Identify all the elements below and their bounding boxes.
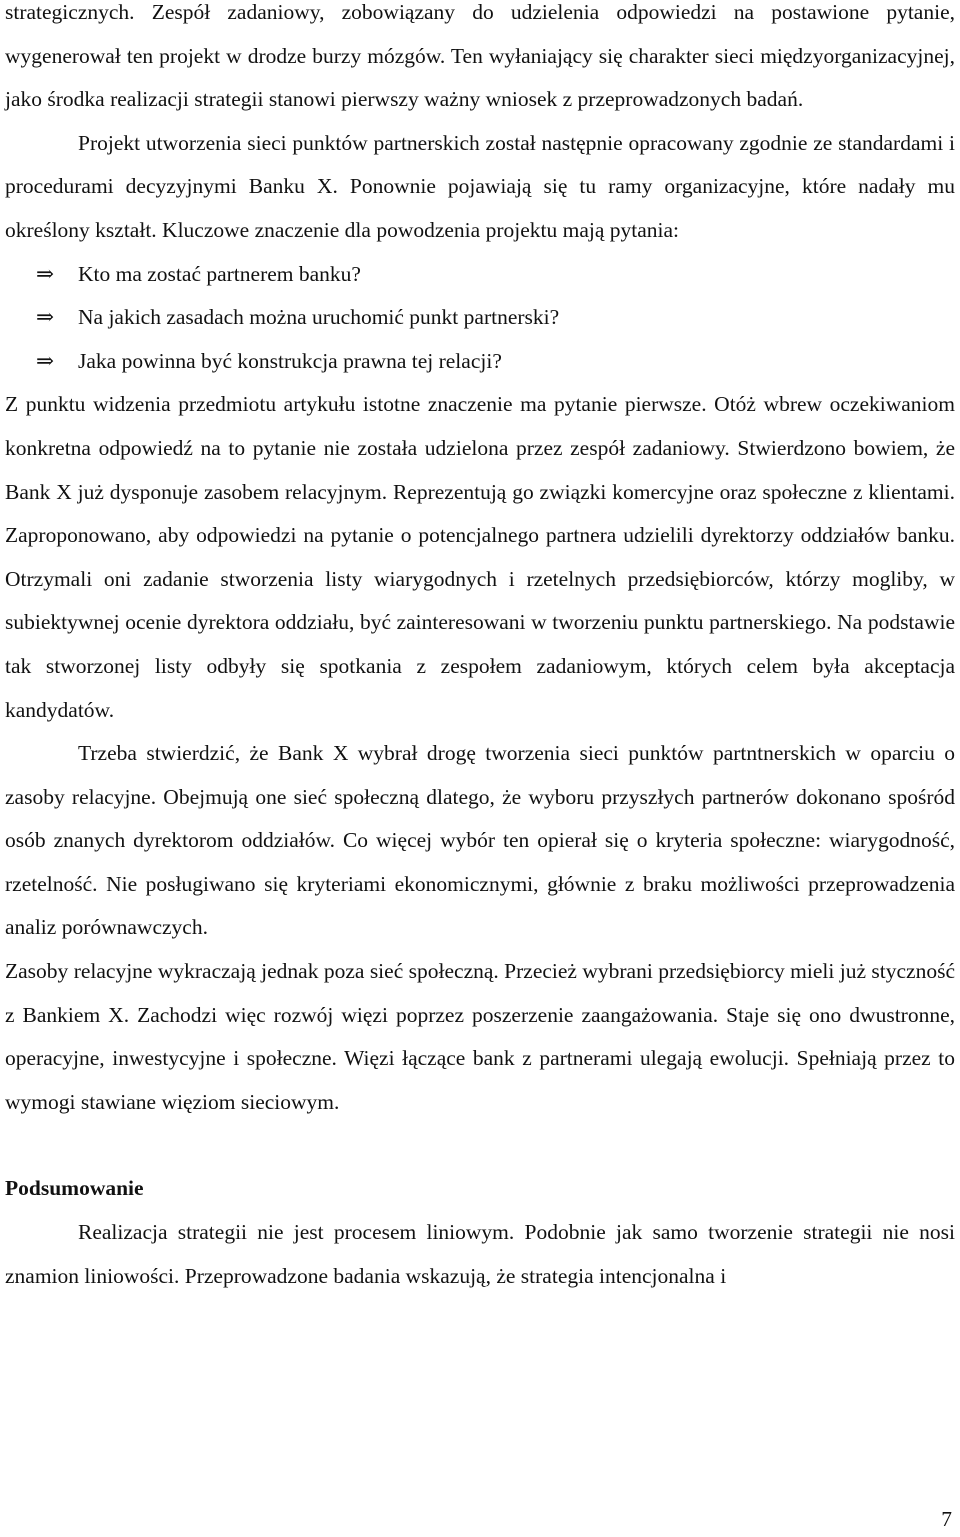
paragraph-project-network: Projekt utworzenia sieci punktów partnerskich został następnie opracowany zgodnie ze standardami i procedurami decyzyjnymi Banku X. Ponownie pojawiają się tu ramy organizacyjne, które nadały mu określony kształt. Kluczowe znaczenie dla powodzenia projektu mają pytania: bbox=[5, 130, 955, 242]
double-arrow-icon: ⇒ bbox=[36, 305, 55, 330]
list-item bbox=[5, 296, 955, 340]
list-item-text: Jaka powinna być konstrukcja prawna tej relacji? bbox=[78, 348, 502, 373]
double-arrow-icon: ⇒ bbox=[36, 348, 55, 373]
list-item-text: Kto ma zostać partnerem banku? bbox=[78, 261, 361, 286]
list-item bbox=[5, 253, 955, 297]
paragraph-summary: Realizacja strategii nie jest procesem liniowym. Podobnie jak samo tworzenie strategii nie nosi znamion liniowości. Przeprowadzone badania wskazują, że strategia intencjonalna i bbox=[5, 1220, 955, 1288]
section-heading: Podsumowanie bbox=[5, 1176, 144, 1201]
list-item-text: Na jakich zasadach można uruchomić punkt partnerski? bbox=[78, 305, 560, 330]
double-arrow-icon: ⇒ bbox=[36, 261, 55, 286]
paragraph-first-question: Z punktu widzenia przedmiotu artykułu istotne znaczenie ma pytanie pierwsze. Otóż wbrew oczekiwaniom konkretna odpowiedź na to pytanie nie została udzielona przez zespół zadaniowy. Stwierdzono bowiem, że Bank X już dysponuje zasobem relacyjnym. Reprezentują go związki komercyjne oraz społeczne z klientami. Zaproponowano, aby odpowiedzi na pytanie o potencjalnego partnera udzielili dyrektorzy oddziałów banku. Otrzymali oni zadanie stworzenia listy wiarygodnych i rzetelnych przedsiębiorców, którzy mogliby, w subiektywnej ocenie dyrektora oddziału, być zainteresowani w tworzeniu punktu partnerskiego. Na podstawie tak stworzonej listy odbyły się spotkania z zespołem zadaniowym, których celem była akceptacja kandydatów. bbox=[5, 392, 955, 722]
question-list bbox=[5, 253, 955, 384]
paragraph-social-network: Zasoby relacyjne wykraczają jednak poza sieć społeczną. Przecież wybrani przedsiębiorcy mieli już styczność z Bankiem X. Zachodzi więc rozwój więzi poprzez poszerzenie zaangażowania. Staje się ono dwustronne, operacyjne, inwestycyjne i społeczne. Więzi łączące bank z partnerami ulegają ewolucji. Spełniają przez to wymogi stawiane więziom sieciowym. bbox=[5, 959, 955, 1114]
paragraph-continued: strategicznych. Zespół zadaniowy, zobowiązany do udzielenia odpowiedzi na postawione pytanie, wygenerował ten projekt w drodze burzy mózgów. Ten wyłaniający się charakter sieci międzyorganizacyjnej, jako środka realizacji strategii stanowi pierwszy ważny wniosek z przeprowadzonych badań. bbox=[5, 0, 955, 112]
list-item bbox=[5, 340, 955, 384]
paragraph-relational-resources: Trzeba stwierdzić, że Bank X wybrał drogę tworzenia sieci punktów partntnerskich w oparciu o zasoby relacyjne. Obejmują one sieć społeczną dlatego, że wyboru przyszłych partnerów dokonano spośród osób znanych dyrektorom oddziałów. Co więcej wybór ten opierał się o kryteria społeczne: wiarygodność, rzetelność. Nie posługiwano się kryteriami ekonomicznymi, głównie z braku możliwości przeprowadzenia analiz porównawczych. bbox=[5, 741, 955, 940]
document-page bbox=[5, 0, 955, 1298]
page-number: 7 bbox=[941, 1507, 952, 1531]
